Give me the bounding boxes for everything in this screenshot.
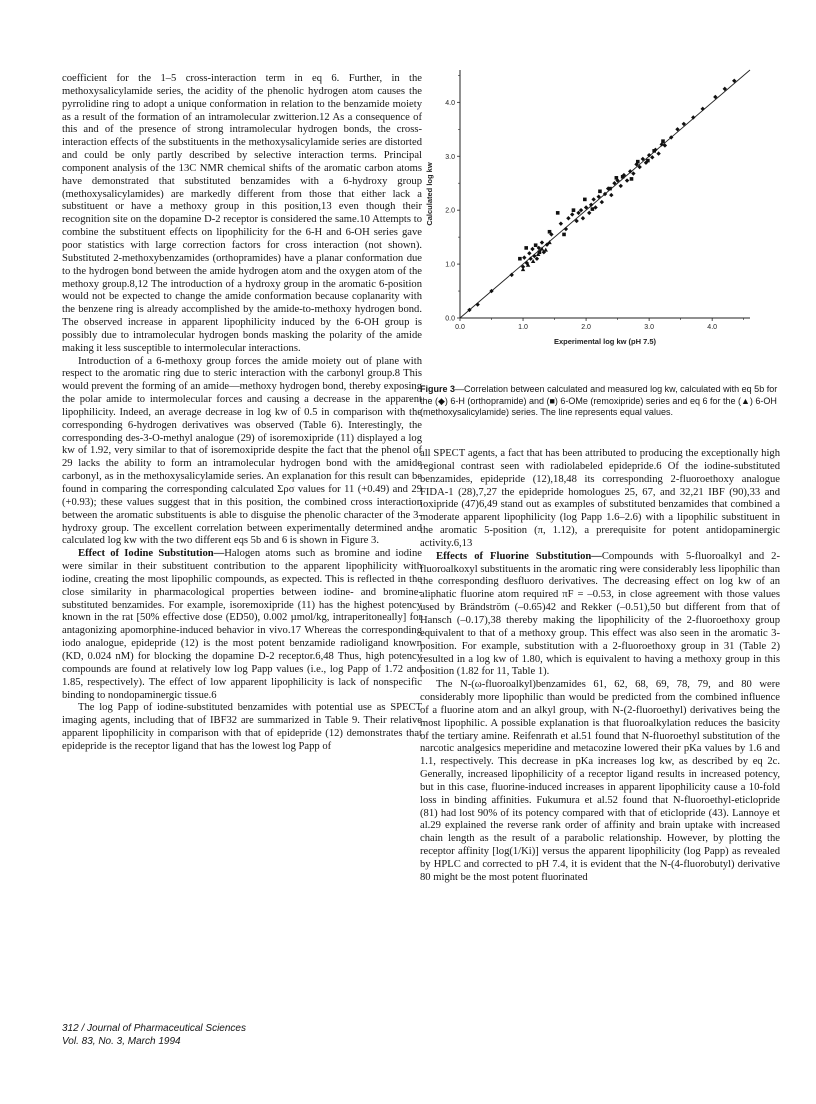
data-point-diamond <box>647 153 651 157</box>
right-column <box>420 0 780 1104</box>
data-point-diamond <box>475 302 479 306</box>
left-column <box>62 73 422 754</box>
y-tick-label: 0.0 <box>445 315 455 323</box>
data-point-diamond <box>589 203 593 207</box>
y-tick-label: 1.0 <box>445 261 455 269</box>
paragraph-3 <box>62 548 422 702</box>
data-point-square <box>598 190 602 194</box>
data-point-diamond <box>528 256 532 260</box>
x-tick-label: 3.0 <box>644 324 654 331</box>
data-point-square <box>583 198 587 202</box>
data-point-square <box>591 207 595 211</box>
paragraph-4: The log Papp of iodine-substituted benzamides with potential use as SPECT imaging agents, including that of IBF32 are summarized in Table 9. Their relative apparent lipophilicity in comparison with that of epidepride (12) demonstrates that epidepride is the receptor ligand that has the lowest log Papp of <box>62 702 422 752</box>
data-point-diamond <box>559 221 563 225</box>
paragraph-7: The N-(ω-fluoroalkyl)benzamides 61, 62, 68, 69, 78, 79, and 80 were considerably more lipophilic than would be predicted from the combined influence of a fluorine atom and an alkyl group, with N-(2-fluoroethyl) derivatives being the most lipophilic. A possible explanation is that fluoroalkylation reduces the basicity of the tertiary amine. Reifenrath et al.51 found that N-fluoroethyl substitution of the narcotic analgesics meperidine and metacozine lowered their pKa values by 1.6 and 1.1, respectively. This decrease in pKa increases log kw, as described by eq 2c. Generally, increased lipophilicity of a receptor ligand results in increased potency, but in this case, fluorine-induced increases in apparent lipophilicity cause a 10-fold loss in binding affinities. Fukumura et al.52 found that N-fluoroethyl-eticlopride (81) had lost 90% of its potency compared with that of eticlopride (43). Lannoye et al.29 explained the reverse rank order of affinity and brain uptake with increased chain length as the result of a parabolic relationship. However, by plotting the receptor affinity [log(1/Ki)] versus the apparent lipophilicity (log Papp) as revealed by HPLC and corrected to pH 7.4, it is evident that the N-(4-fluorobutyl) derivative 80 might be the most potent fluorinated <box>420 679 780 883</box>
footer-journal: 312 / Journal of Pharmaceutical Sciences <box>62 1023 246 1034</box>
data-point-diamond <box>564 227 568 231</box>
data-point-diamond <box>650 155 654 159</box>
data-point-square <box>534 243 538 247</box>
section-heading-fluorine: Effects of Fluorine Substitution— <box>436 550 602 562</box>
data-point-diamond <box>581 216 585 220</box>
data-point-square <box>548 230 552 234</box>
data-point-square <box>646 159 650 163</box>
data-point-square <box>636 160 640 164</box>
data-point-diamond <box>631 171 635 175</box>
x-tick-label: 4.0 <box>707 324 718 331</box>
data-point-diamond <box>509 273 513 277</box>
page-footer <box>62 1022 246 1048</box>
y-tick-label: 2.0 <box>445 207 455 215</box>
figure-3 <box>420 62 780 382</box>
paragraph-5: all SPECT agents, a fact that has been attributed to producing the exceptionally high regional contrast seen with radiolabeled epidepride.6 Of the iodine-substituted benzamides, epidepride (12),18,48 its corresponding 2-fluoroethoxy analogue FIDA-1 (28),7,27 the epidepride homologues 25, 67, and 32,21 IBF (90),33 and ioxipride (47)6,49 stand out as examples of substituted benzamides that combined a moderate apparent lipophilicity (log Papp 1.6–2.6) with a lipophilic substituent in the aromatic 5-position (π, 1.12), a prerequisite for potent antidopaminergic activity.6,13 <box>420 448 780 549</box>
data-point-square <box>615 176 619 180</box>
data-point-diamond <box>570 212 574 216</box>
data-point-diamond <box>540 240 544 244</box>
y-tick-label: 4.0 <box>445 99 455 107</box>
data-point-diamond <box>656 151 660 155</box>
data-point-diamond <box>701 107 705 111</box>
x-tick-label: 0.0 <box>455 324 465 331</box>
data-point-square <box>608 187 612 191</box>
figure-caption <box>420 384 780 419</box>
right-column-text <box>420 448 780 885</box>
data-point-triangle <box>521 267 525 271</box>
section-heading-iodine: Effect of Iodine Substitution— <box>78 548 225 560</box>
data-point-diamond <box>591 197 595 201</box>
data-point-square <box>518 257 522 261</box>
scatter-chart <box>420 62 780 382</box>
paragraph-3-text: Halogen atoms such as bromine and iodine were similar in their substituent contribution to the apparent lipophilicity with iodine, creating the most lipophilic compounds, as expected. This is reflected in the close similarity in pharmacological properties between iodine- and bromine-substituted benzamides. For example, isoremoxipride (11) has the highest potency known in the rat [50% effective dose (ED50), 0.002 µmol/kg, intraperitoneally] for antagonizing apomorphine-induced behavior in vivo.17 Whereas the corresponding iodo analogue, epidepride (12) is the most potent benzamide radioligand known (KD, 0.024 nM) for blocking the dopamine D-2 receptor.6,48 Thus, high potency compounds are found at relatively low log Papp values (i.e., log Papp of 1.72 and 1.85, respectively). The effect of low apparent lipophilicity is lack of nonspecific binding to nondopaminergic tissue.6 <box>62 548 422 701</box>
data-point-diamond <box>691 115 695 119</box>
footer-volume: Vol. 83, No. 3, March 1994 <box>62 1036 181 1047</box>
x-tick-label: 2.0 <box>581 324 591 331</box>
data-point-square <box>556 211 560 215</box>
paragraph-6 <box>420 551 780 679</box>
figure-caption-label: Figure 3 <box>420 384 456 394</box>
data-point-diamond <box>628 169 632 173</box>
data-point-square <box>524 246 528 250</box>
data-point-diamond <box>522 255 526 259</box>
data-point-square <box>621 175 625 179</box>
paragraph-2: Introduction of a 6-methoxy group forces the amide moiety out of plane with respect to the aromatic ring due to steric interaction with the carbonyl group.8 This would prevent the forming of an amide—methoxy hydrogen bond, thereby exposing the polar amide to intermolecular forces and causing a decrease in the apparent lipophilicity. Indeed, an average decrease in log kw of 0.5 in comparison with the corresponding 6-hydrogen derivatives was observed (Table 6). Interestingly, the corresponding des-3-O-methyl analogue (29) of isoremoxipride (11) displayed a log kw of 1.92, very similar to that of isoremoxipride despite the fact that the phenol of 29 lacks the ability to form an intramolecular hydrogen bond with the amide carbonyl, as in the methoxysalicylamide series. An explanation for this result can be found in comparing the corresponding calculated Σρσ values for 11 (+0.49) and 29 (+0.93); these values suggest that in this position, the combined cross interaction between the aromatic substituents is able to disguise the phenolic character of the 3-hydroxy group. The excellent correlation between experimentally determined and calculated log kw with the two different eqs 5b and 6 is shown in Figure 3. <box>62 355 422 547</box>
data-point-triangle <box>540 247 544 251</box>
data-point-square <box>562 233 566 237</box>
data-point-diamond <box>619 184 623 188</box>
paragraph-1: coefficient for the 1–5 cross-interaction term in eq 6. Further, in the methoxysalicylamide series, the acidity of the phenolic hydrogen atom causes the pyrrolidine ring to adopt a unique conformation in relation to the benzamide moiety as a result of the formation of an intramolecular zwitterion.12 As a consequence of this and of the presence of strong intramolecular hydrogen bonds, the cross-interaction effects of the substituents in the methoxysalicylamide series are distorted and could be only partly described by selective interaction terms. Principal component analysis of the 13C NMR chemical shifts of the aromatic carbon atoms have demonstrated that substituted benzamides with a 6-hydroxy group (methoxysalicylamides) are markedly different from those that either lack a substituent or have a methoxy group in this position,13 even though their recognition site on the dopamine D-2 receptor is considered the same.10 Attempts to combine the substituent effects on lipophilicity for the 6-H and 6-OH series gave poor statistics with large correction factors for cross interaction (not shown). Substituted 2-methoxybenzamides (orthopramides) have a planar conformation due to the hydrogen bond between the amide hydrogen atom and the oxygen atom of the methoxy group.8,12 The introduction of a hydroxy group in the aromatic 6-position would not be expected to change the amide conformation because coplanarity with the benzene ring is already accomplished by the amide-to-methoxy hydrogen bond. The observed increase in apparent lipophilicity induced by the 6-OH group is possibly due to intramolecular hydrogen bonds masking the polarity of the amide making it less susceptible to intermolecular interactions. <box>62 73 422 354</box>
data-point-diamond <box>600 200 604 204</box>
x-axis-title: Experimental log kw (pH 7.5) <box>553 337 657 346</box>
data-point-diamond <box>530 247 534 251</box>
data-point-triangle <box>547 240 551 244</box>
data-point-square <box>572 208 576 212</box>
y-tick-label: 3.0 <box>445 153 455 161</box>
data-point-diamond <box>566 216 570 220</box>
data-point-square <box>652 149 656 153</box>
data-point-square <box>661 139 665 143</box>
data-point-diamond <box>587 211 591 215</box>
data-point-diamond <box>609 193 613 197</box>
data-point-square <box>630 177 634 181</box>
data-point-diamond <box>625 178 629 182</box>
figure-caption-text: —Correlation between calculated and measured log kw, calculated with eq 5b for the (◆) 6-H (orthopramide) and (■) 6-OMe (remoxipride) series and eq 6 for the (▲) 6-OH (methoxysalicylamide) series. The line represents equal values. <box>420 384 778 417</box>
y-axis-title: Calculated log kw <box>425 162 434 226</box>
data-point-diamond <box>527 251 531 255</box>
data-point-triangle <box>544 248 548 252</box>
paragraph-6-text: Compounds with 5-fluoroalkyl and 2-fluoroalkoxyl substituents in the aromatic ring were considerably less lipophilic than the corresponding desfluoro derivatives. The decreasing effect on log kw of an aliphatic fluorine atom required πF = –0.53, in close agreement with those values used by Brändström (–0.65)42 and Rekker (–0.51),50 but different from that of Hansch (–0.17),38 thereby making the lipophilicity of the 2-fluoroethoxy group equivalent to that of a methoxy group. This effect was also seen in the aromatic 3-position. For example, substitution with a 2-fluoroethoxy group in 31 (Table 2) resulted in a log kw of 1.80, which is equivalent to having a methoxy group in this position (1.82 for 11, Table 1). <box>420 550 781 678</box>
x-tick-label: 1.0 <box>518 324 528 331</box>
